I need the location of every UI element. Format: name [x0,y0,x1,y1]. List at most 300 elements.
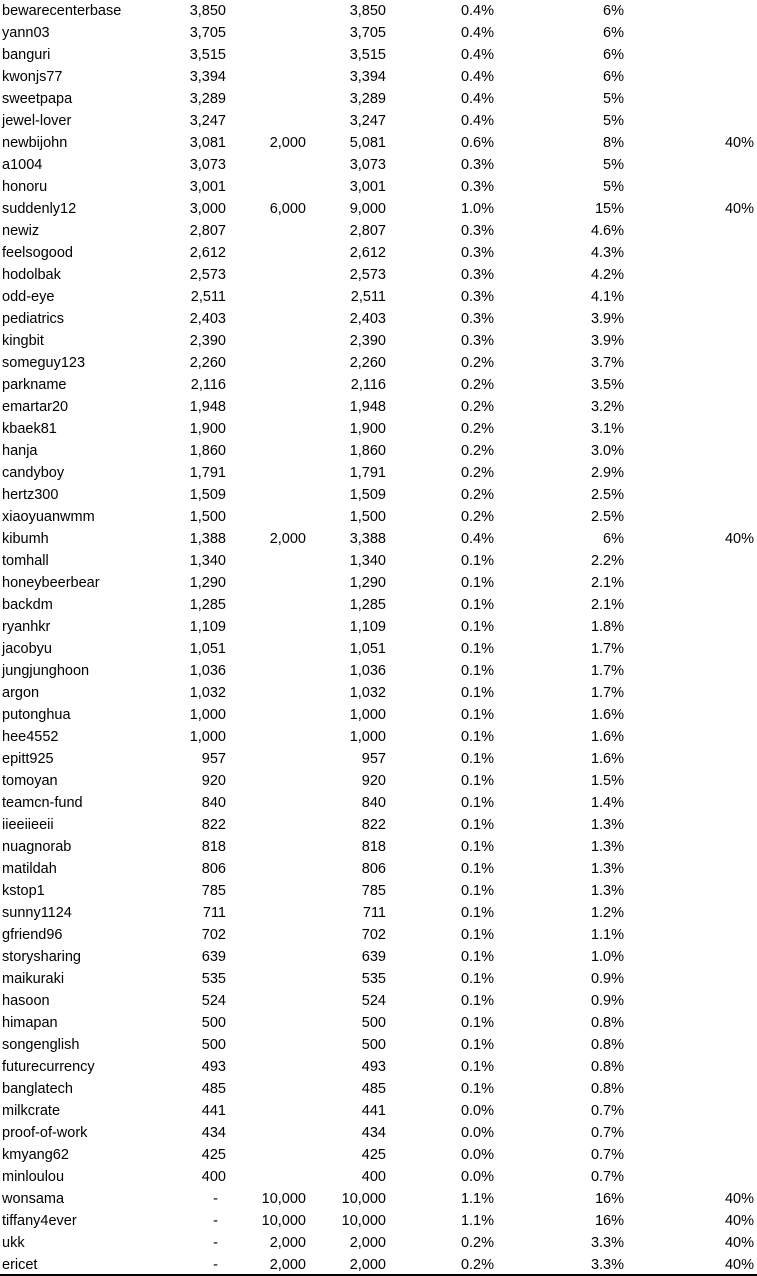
cell-e: 0.7% [590,1103,624,1119]
cell-a: 493 [201,1059,226,1075]
cell-name: ukk [2,1235,25,1251]
cell-c: 1,032 [349,685,386,701]
cell-b: 2,000 [269,1235,306,1251]
cell-e: 4.3% [590,245,624,261]
cell-a: - [213,1213,218,1229]
cell-c: 1,509 [349,487,386,503]
cell-a: 1,388 [189,531,226,547]
table-row [0,1056,757,1078]
cell-c: 1,860 [349,443,386,459]
cell-c: 1,051 [349,641,386,657]
cell-e: 3.2% [590,399,624,415]
cell-f: 40% [724,1257,754,1273]
cell-d: 0.1% [460,641,494,657]
table-row [0,462,757,484]
cell-d: 0.1% [460,575,494,591]
cell-name: jewel-lover [2,113,72,129]
table-row [0,1122,757,1144]
cell-c: 3,394 [349,69,386,85]
cell-d: 0.2% [460,399,494,415]
cell-name: hee4552 [2,729,59,745]
table-row [0,220,757,242]
cell-a: 3,850 [189,3,226,19]
cell-a: 1,500 [189,509,226,525]
cell-d: 0.2% [460,509,494,525]
table-row [0,396,757,418]
cell-c: 2,390 [349,333,386,349]
cell-e: 1.7% [590,685,624,701]
cell-name: hodolbak [2,267,61,283]
table-row [0,550,757,572]
cell-name: kwonjs77 [2,69,63,85]
cell-c: 1,340 [349,553,386,569]
cell-e: 1.2% [590,905,624,921]
cell-d: 0.1% [460,751,494,767]
cell-d: 0.3% [460,245,494,261]
cell-d: 0.1% [460,773,494,789]
table-row [0,1034,757,1056]
table-row [0,616,757,638]
cell-name: sunny1124 [2,905,72,921]
cell-d: 0.0% [460,1169,494,1185]
cell-d: 0.1% [460,597,494,613]
cell-name: honeybeerbear [2,575,100,591]
cell-a: - [213,1235,218,1251]
cell-d: 0.4% [460,531,494,547]
cell-name: emartar20 [2,399,69,415]
cell-d: 0.1% [460,1081,494,1097]
table-row [0,1100,757,1122]
cell-name: odd-eye [2,289,55,305]
cell-d: 0.1% [460,883,494,899]
cell-c: 711 [362,905,386,921]
cell-name: someguy123 [2,355,86,371]
cell-d: 0.2% [460,421,494,437]
cell-c: 2,573 [349,267,386,283]
cell-a: 1,509 [189,487,226,503]
cell-c: 1,109 [349,619,386,635]
table-row [0,1078,757,1100]
cell-a: 3,394 [189,69,226,85]
cell-c: 3,850 [349,3,386,19]
cell-name: banglatech [2,1081,73,1097]
cell-name: songenglish [2,1037,80,1053]
cell-a: 1,000 [189,707,226,723]
table-row [0,154,757,176]
cell-a: 3,000 [189,201,226,217]
cell-c: 1,036 [349,663,386,679]
cell-name: tomhall [2,553,49,569]
cell-name: a1004 [2,157,43,173]
table-row [0,968,757,990]
cell-c: 441 [361,1103,386,1119]
table-row [0,198,757,220]
table-row [0,374,757,396]
cell-name: hasoon [2,993,50,1009]
cell-d: 0.1% [460,553,494,569]
cell-name: minloulou [2,1169,65,1185]
cell-c: 1,948 [349,399,386,415]
cell-d: 0.2% [460,487,494,503]
cell-a: 2,403 [189,311,226,327]
cell-c: 485 [361,1081,386,1097]
cell-a: 2,260 [189,355,226,371]
cell-a: 2,511 [190,289,226,305]
cell-c: 2,260 [349,355,386,371]
cell-d: 0.2% [460,1257,494,1273]
cell-a: 441 [201,1103,226,1119]
cell-name: himapan [2,1015,58,1031]
cell-name: sweetpapa [2,91,73,107]
cell-e: 3.7% [590,355,624,371]
cell-c: 3,073 [349,157,386,173]
cell-d: 0.1% [460,619,494,635]
cell-e: 1.7% [590,641,624,657]
cell-c: 10,000 [341,1213,386,1229]
cell-name: argon [2,685,40,701]
cell-a: 1,948 [189,399,226,415]
cell-c: 920 [361,773,386,789]
cell-e: 4.6% [590,223,624,239]
table-row [0,1144,757,1166]
cell-c: 1,900 [349,421,386,437]
cell-e: 1.6% [590,751,624,767]
cell-name: kmyang62 [2,1147,69,1163]
cell-c: 2,807 [349,223,386,239]
table-row [0,638,757,660]
cell-c: 500 [361,1015,386,1031]
cell-c: 2,116 [350,377,386,393]
cell-e: 16% [594,1191,624,1207]
cell-a: 1,900 [189,421,226,437]
table-row [0,682,757,704]
cell-d: 0.4% [460,3,494,19]
cell-name: gfriend96 [2,927,63,943]
cell-d: 0.1% [460,927,494,943]
cell-c: 639 [361,949,386,965]
cell-d: 0.4% [460,113,494,129]
cell-d: 0.0% [460,1103,494,1119]
table-row [0,66,757,88]
table-row [0,308,757,330]
cell-d: 0.1% [460,861,494,877]
cell-a: 425 [201,1147,226,1163]
cell-name: newbijohn [2,135,68,151]
cell-e: 2.2% [590,553,624,569]
cell-d: 0.1% [460,993,494,1009]
table-row [0,330,757,352]
cell-c: 2,511 [350,289,386,305]
cell-a: 524 [201,993,226,1009]
cell-a: 840 [201,795,226,811]
cell-a: 3,705 [189,25,226,41]
cell-d: 0.2% [460,355,494,371]
table-row [0,836,757,858]
cell-c: 1,290 [349,575,386,591]
table-row [0,1232,757,1254]
cell-a: 639 [201,949,226,965]
cell-c: 1,285 [349,597,386,613]
table-row [0,484,757,506]
cell-e: 6% [603,3,624,19]
table-row [0,814,757,836]
cell-e: 3.3% [590,1235,624,1251]
cell-e: 3.0% [590,443,624,459]
cell-e: 4.1% [590,289,624,305]
cell-f: 40% [724,531,754,547]
table-row [0,990,757,1012]
cell-e: 1.0% [590,949,624,965]
cell-c: 785 [361,883,386,899]
cell-d: 0.4% [460,91,494,107]
table-row [0,286,757,308]
cell-e: 6% [603,47,624,63]
cell-e: 1.7% [590,663,624,679]
cell-d: 0.2% [460,443,494,459]
table-row [0,924,757,946]
table-row [0,704,757,726]
cell-e: 6% [603,531,624,547]
cell-a: 2,807 [189,223,226,239]
cell-name: kingbit [2,333,44,349]
cell-name: jungjunghoon [2,663,90,679]
cell-e: 1.3% [590,883,624,899]
cell-b: 2,000 [269,1257,306,1273]
cell-d: 0.0% [460,1125,494,1141]
cell-name: parkname [2,377,67,393]
cell-name: wonsama [2,1191,65,1207]
cell-f: 40% [724,1213,754,1229]
cell-name: tomoyan [2,773,58,789]
cell-c: 3,388 [349,531,386,547]
cell-a: - [213,1191,218,1207]
table-row [0,1210,757,1232]
cell-e: 0.9% [590,971,624,987]
cell-c: 5,081 [349,135,386,151]
cell-d: 0.1% [460,663,494,679]
cell-a: - [213,1257,218,1273]
cell-d: 0.3% [460,267,494,283]
cell-name: ryanhkr [2,619,51,635]
cell-a: 1,860 [189,443,226,459]
cell-d: 0.3% [460,311,494,327]
cell-c: 1,500 [349,509,386,525]
cell-e: 2.9% [590,465,624,481]
table-row [0,880,757,902]
cell-a: 2,612 [189,245,226,261]
cell-e: 1.5% [590,773,624,789]
cell-a: 434 [201,1125,226,1141]
cell-c: 10,000 [341,1191,386,1207]
cell-e: 5% [603,113,624,129]
cell-c: 3,247 [349,113,386,129]
cell-c: 500 [361,1037,386,1053]
cell-a: 3,073 [189,157,226,173]
cell-name: bewarecenterbase [2,3,122,19]
cell-c: 524 [361,993,386,1009]
cell-d: 0.3% [460,333,494,349]
cell-name: iieeiieeii [2,817,54,833]
cell-e: 16% [594,1213,624,1229]
cell-e: 6% [603,25,624,41]
cell-d: 0.1% [460,685,494,701]
table-row [0,44,757,66]
cell-d: 0.1% [460,971,494,987]
table-row [0,1166,757,1188]
cell-b: 6,000 [269,201,306,217]
cell-name: storysharing [2,949,81,965]
cell-a: 400 [201,1169,226,1185]
cell-f: 40% [724,135,754,151]
cell-f: 40% [724,1235,754,1251]
table-row [0,440,757,462]
cell-e: 0.8% [590,1081,624,1097]
cell-c: 822 [361,817,386,833]
cell-d: 0.1% [460,1037,494,1053]
table-row [0,506,757,528]
cell-d: 1.0% [460,201,494,217]
cell-a: 2,116 [190,377,226,393]
cell-a: 785 [201,883,226,899]
cell-d: 0.6% [460,135,494,151]
cell-e: 0.7% [590,1169,624,1185]
cell-d: 0.3% [460,223,494,239]
cell-name: kibumh [2,531,49,547]
cell-a: 485 [201,1081,226,1097]
cell-b: 2,000 [269,531,306,547]
cell-d: 0.1% [460,817,494,833]
cell-name: futurecurrency [2,1059,95,1075]
table-row [0,726,757,748]
cell-e: 2.5% [590,509,624,525]
cell-a: 500 [201,1037,226,1053]
cell-d: 0.1% [460,839,494,855]
table-row [0,748,757,770]
cell-d: 0.2% [460,465,494,481]
cell-c: 3,705 [349,25,386,41]
table-row [0,594,757,616]
cell-c: 2,000 [349,1257,386,1273]
table-row [0,902,757,924]
cell-e: 3.9% [590,333,624,349]
cell-a: 1,109 [189,619,226,635]
cell-d: 0.1% [460,1059,494,1075]
cell-d: 0.1% [460,795,494,811]
cell-c: 3,001 [349,179,386,195]
cell-c: 840 [361,795,386,811]
cell-c: 2,000 [349,1235,386,1251]
cell-c: 2,612 [349,245,386,261]
cell-name: xiaoyuanwmm [2,509,95,525]
cell-f: 40% [724,1191,754,1207]
cell-d: 0.1% [460,949,494,965]
cell-d: 0.1% [460,1015,494,1031]
cell-e: 0.7% [590,1125,624,1141]
cell-name: maikuraki [2,971,65,987]
cell-c: 1,000 [349,729,386,745]
cell-a: 3,247 [189,113,226,129]
cell-name: proof-of-work [2,1125,88,1141]
cell-c: 1,791 [349,465,386,481]
cell-e: 1.3% [590,861,624,877]
cell-a: 535 [201,971,226,987]
cell-a: 1,285 [189,597,226,613]
cell-e: 0.7% [590,1147,624,1163]
cell-d: 0.3% [460,157,494,173]
table-row [0,528,757,550]
cell-a: 920 [201,773,226,789]
cell-name: tiffany4ever [2,1213,77,1229]
cell-name: nuagnorab [2,839,72,855]
cell-name: honoru [2,179,48,195]
cell-e: 5% [603,91,624,107]
cell-d: 0.3% [460,289,494,305]
table-row [0,176,757,198]
cell-a: 3,001 [189,179,226,195]
table-row [0,792,757,814]
cell-c: 425 [361,1147,386,1163]
cell-a: 711 [202,905,226,921]
cell-a: 3,081 [189,135,226,151]
table-row [0,0,757,22]
cell-name: matildah [2,861,57,877]
cell-a: 500 [201,1015,226,1031]
cell-a: 1,340 [189,553,226,569]
cell-d: 0.1% [460,905,494,921]
cell-b: 10,000 [261,1213,306,1229]
cell-c: 400 [361,1169,386,1185]
table-row [0,242,757,264]
cell-c: 9,000 [349,201,386,217]
cell-c: 535 [361,971,386,987]
cell-name: candyboy [2,465,65,481]
cell-a: 1,791 [189,465,226,481]
cell-name: kbaek81 [2,421,57,437]
table-row [0,264,757,286]
cell-e: 2.1% [590,597,624,613]
cell-d: 0.1% [460,729,494,745]
table-row [0,660,757,682]
cell-e: 1.6% [590,729,624,745]
cell-name: jacobyu [2,641,52,657]
cell-e: 0.9% [590,993,624,1009]
cell-d: 0.2% [460,377,494,393]
cell-a: 3,289 [189,91,226,107]
cell-e: 2.1% [590,575,624,591]
cell-a: 3,515 [189,47,226,63]
table-row [0,1254,757,1276]
cell-e: 4.2% [590,267,624,283]
table-row [0,572,757,594]
table-row [0,946,757,968]
cell-name: epitt925 [2,751,54,767]
cell-e: 5% [603,157,624,173]
table-row [0,132,757,154]
cell-c: 2,403 [349,311,386,327]
cell-e: 3.9% [590,311,624,327]
cell-e: 1.4% [590,795,624,811]
cell-name: suddenly12 [2,201,77,217]
cell-name: yann03 [2,25,50,41]
cell-b: 10,000 [261,1191,306,1207]
cell-name: ericet [2,1257,38,1273]
cell-a: 1,290 [189,575,226,591]
cell-a: 957 [201,751,226,767]
cell-c: 434 [361,1125,386,1141]
cell-a: 1,032 [189,685,226,701]
cell-a: 2,573 [189,267,226,283]
cell-name: hertz300 [2,487,59,503]
